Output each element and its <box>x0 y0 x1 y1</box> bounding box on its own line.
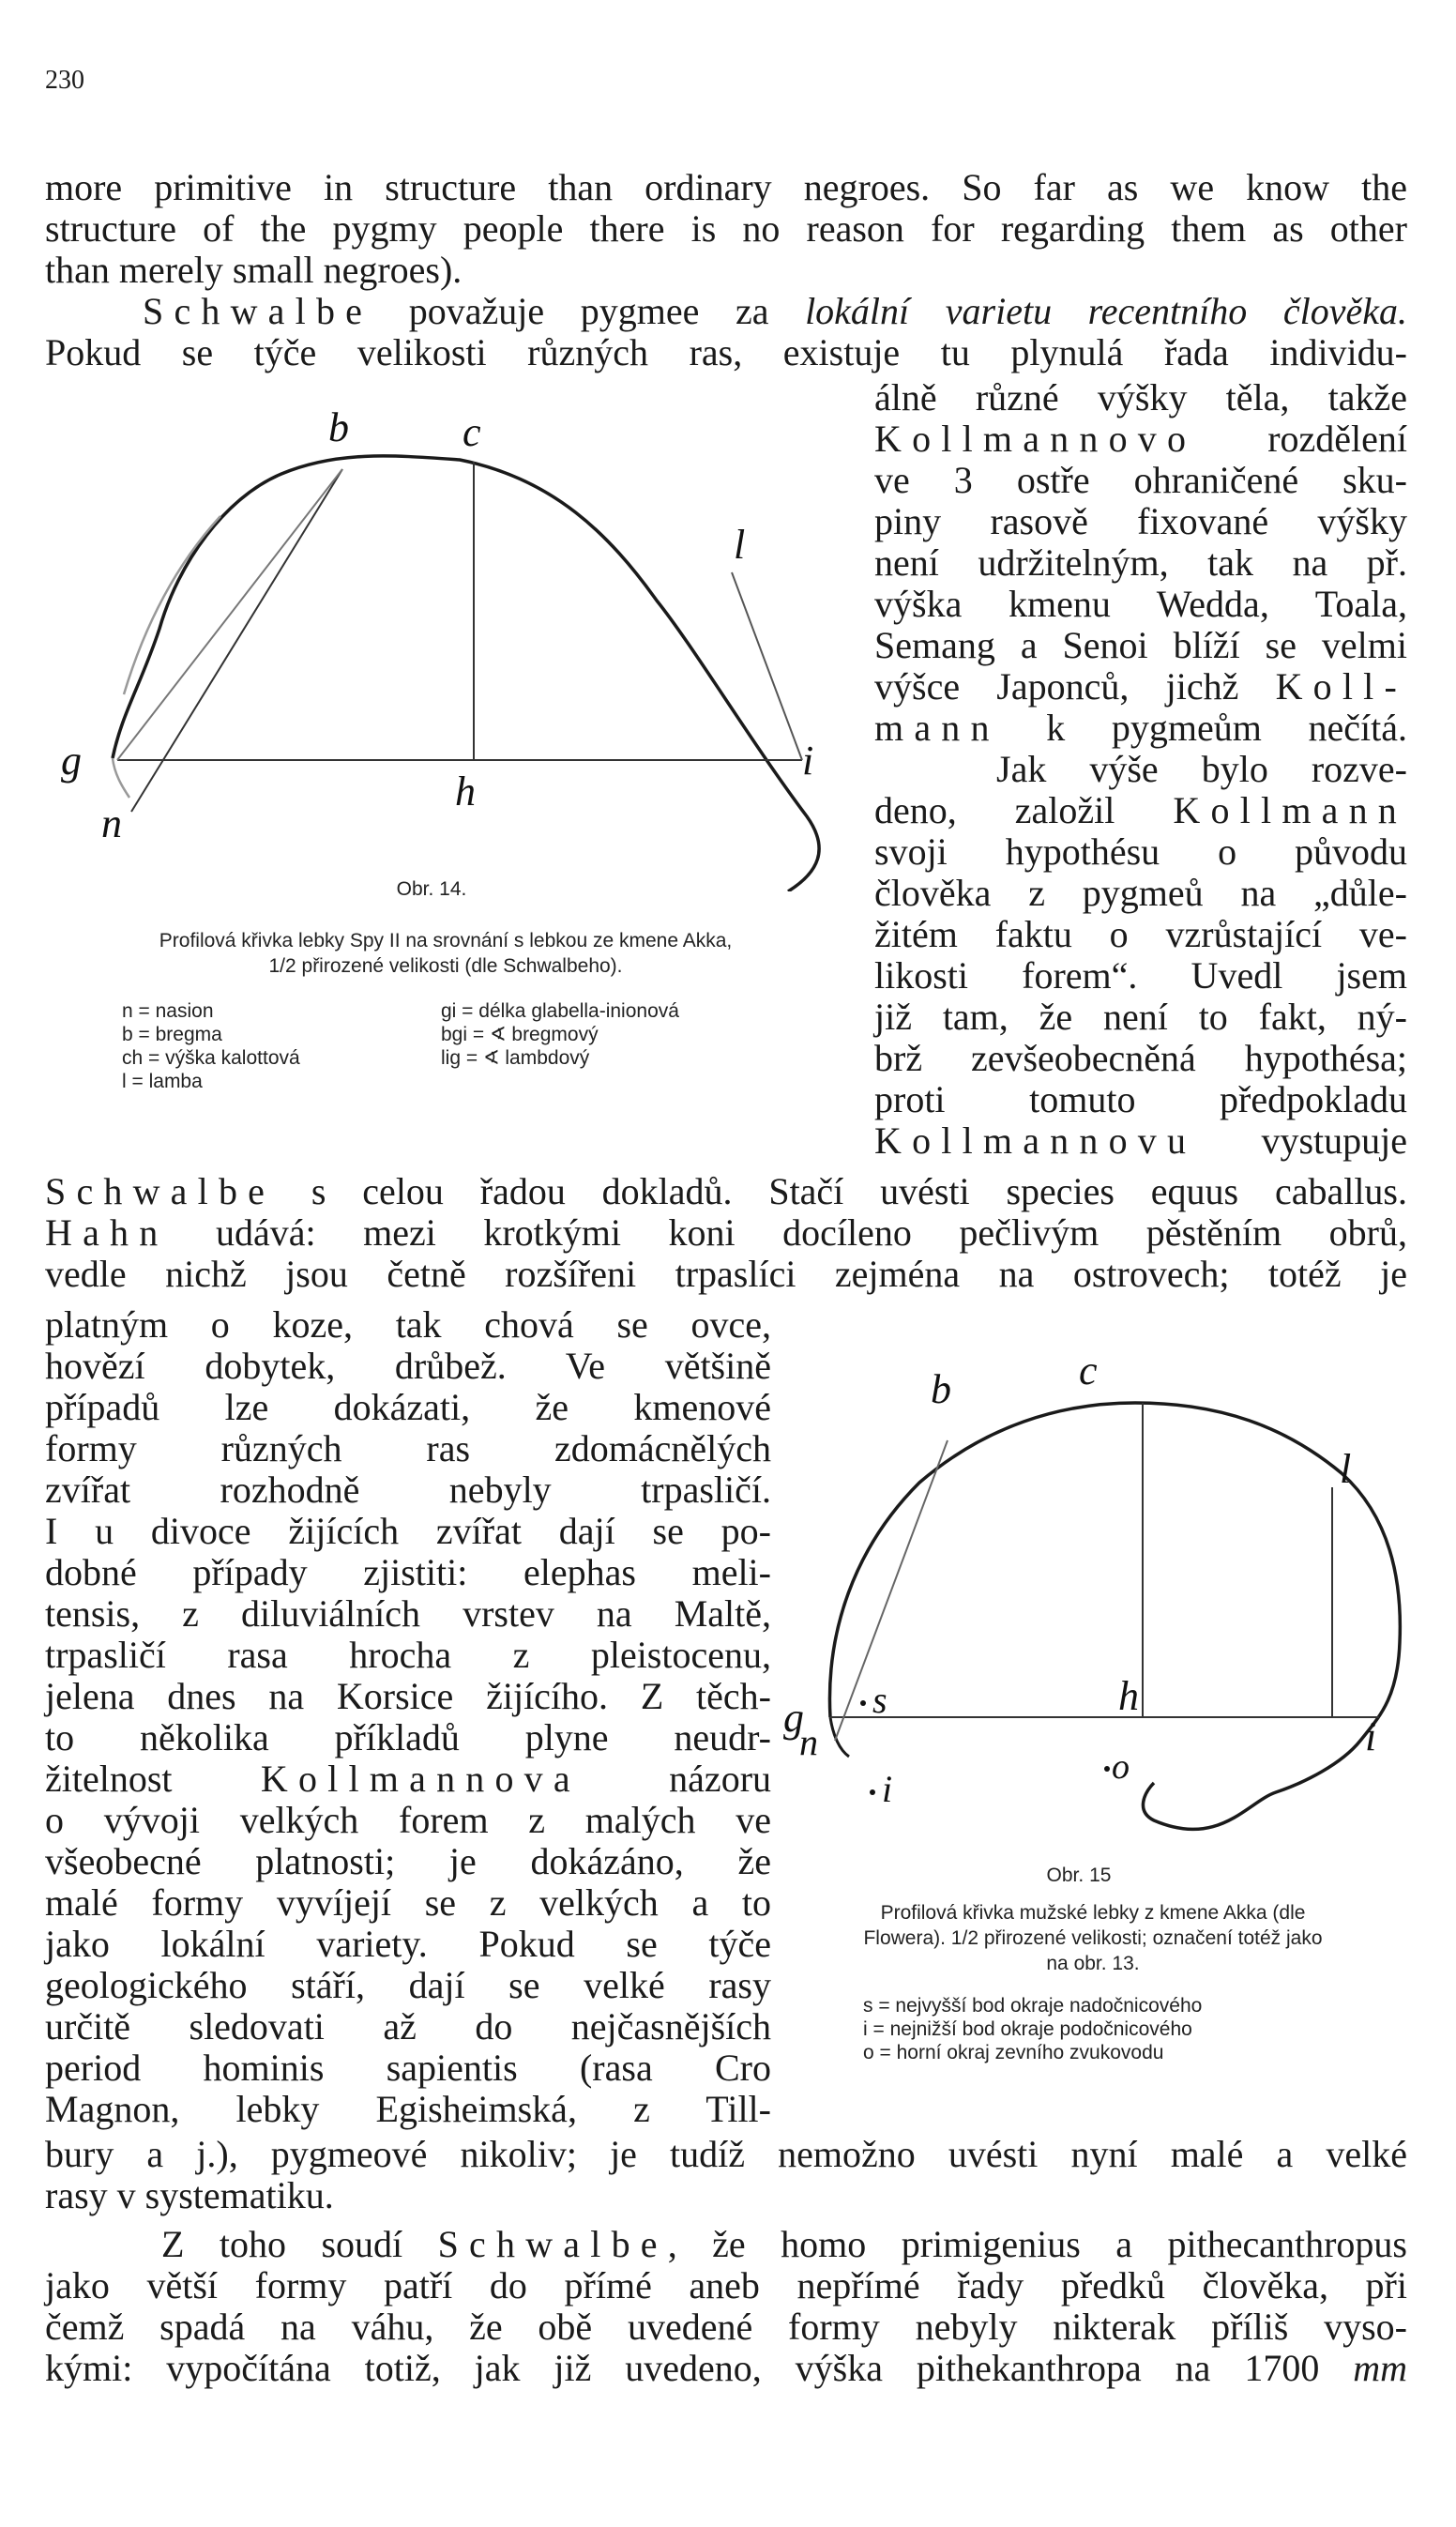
figure-15-skull-profile <box>779 1323 1435 1858</box>
text-line: to několika příkladů plyne neudr- <box>45 1716 771 1758</box>
fig14-line-gb <box>117 469 342 760</box>
fig15-label-l: l <box>1340 1446 1352 1492</box>
fig15-label-s: s <box>872 1679 887 1721</box>
text-line: Schwalbe s celou řadou dokladů. Stačí uvésti species equus caballus. <box>45 1170 1407 1212</box>
text-line: formy různých ras zdomácnělých <box>45 1427 771 1469</box>
fig15-label-n: n <box>799 1721 818 1763</box>
fig15-label-b: b <box>931 1366 951 1412</box>
text-line: piny rasově fixované výšky <box>874 500 1407 542</box>
figure-15-number: Obr. 15 <box>1046 1865 1112 1886</box>
fig14-label-n: n <box>101 800 122 846</box>
text-line: likosti forem“. Uvedl jsem <box>874 954 1407 997</box>
text-line: výšce Japonců, jichž Koll- <box>874 665 1407 708</box>
text-line: čemž spadá na váhu, že obě uvedené formy nebyly nikterak příliš vyso- <box>45 2306 1407 2348</box>
text-line: Jak výše bylo rozve- <box>996 748 1407 790</box>
text-line: Kollmannovu vystupuje <box>874 1119 1407 1162</box>
figure-14-legend: n = nasion b = bregma ch = výška kalottová l = lamba <box>122 1000 300 1092</box>
fig14-label-h: h <box>455 769 476 814</box>
text-line: hovězí dobytek, drůbež. Ve většině <box>45 1345 771 1387</box>
text-line: jelena dnes na Korsice žijícího. Z těch- <box>45 1675 771 1717</box>
fig14-label-g: g <box>61 738 82 784</box>
text-line: than merely small negroes). <box>45 249 463 291</box>
text-line: zvířat rozhodně nebyly trpasličí. <box>45 1469 771 1511</box>
fig15-label-c: c <box>1079 1347 1098 1393</box>
text-line: tensis, z diluviálních vrstev na Maltě, <box>45 1592 771 1635</box>
fig14-skull-outline <box>113 456 819 891</box>
text-line: deno, založil Kollmann <box>874 789 1407 831</box>
fig15-point-o <box>1104 1766 1110 1772</box>
text-line: žitém faktu o vzrůstající ve- <box>874 913 1407 955</box>
text-line: I u divoce žijících zvířat dají se po- <box>45 1510 771 1552</box>
text-line: žitelnost Kollmannova názoru <box>45 1758 772 1800</box>
text-line: álně různé výšky těla, takže <box>874 376 1407 419</box>
text-line: Pokud se týče velikosti různých ras, existuje tu plynulá řada individu- <box>45 331 1407 373</box>
text-line: není udržitelným, tak na př. <box>874 541 1407 584</box>
fig15-line-nb <box>835 1440 948 1741</box>
figure-14-number: Obr. 14. <box>396 878 467 900</box>
text-line: kými: vypočítána totiž, jak již uvedeno, výška pithekanthropa na 1700 mm <box>45 2347 1407 2389</box>
text-line: již tam, že není to fakt, ný- <box>874 996 1407 1038</box>
text-line: structure of the pygmy people there is no reason for regarding them as other <box>45 207 1407 250</box>
text-line: brž zevšeobecněná hypothésa; <box>874 1037 1407 1079</box>
fig15-point-i <box>870 1789 875 1795</box>
text-line: člověka z pygmeů na „důle- <box>874 872 1407 914</box>
text-line: geologického stáří, dají se velké rasy <box>45 1964 771 2006</box>
text-line: vedle nichž jsou četně rozšířeni trpaslíci zejména na ostrovech; totéž je <box>45 1253 1407 1295</box>
text-line: Magnon, lebky Egisheimská, z Till- <box>45 2088 771 2130</box>
figure-15-legend: s = nejvyšší bod okraje nadočnicového i = nejnižší bod okraje podočnicového o = horní okraj zevního zvukovodu <box>863 1995 1203 2063</box>
text-line: dobné případy zjistiti: elephas meli- <box>45 1551 771 1593</box>
text-line: Semang a Senoi blíží se velmi <box>874 624 1407 666</box>
text-line: svoji hypothésu o původu <box>874 830 1407 873</box>
text-line: výška kmenu Wedda, Toala, <box>874 583 1407 625</box>
text-line: rasy v systematiku. <box>45 2174 334 2216</box>
text-line: jako větší formy patří do přímé aneb nepřímé řady předků člověka, při <box>45 2264 1407 2306</box>
fig14-line-li <box>732 572 802 760</box>
text-line: bury a j.), pygmeové nikoliv; je tudíž nemožno uvésti nyní malé a velké <box>45 2133 1407 2175</box>
fig15-face-stub <box>830 1717 849 1757</box>
text-line: případů lze dokázati, že kmenové <box>45 1386 771 1428</box>
text-line: určitě sledovati až do nejčasnějších <box>45 2005 771 2047</box>
fig15-label-o: o <box>1112 1747 1130 1787</box>
text-line: Z toho soudí Schwalbe, že homo primigenius a pithecanthropus <box>161 2223 1407 2265</box>
text-line: Hahn udává: mezi krotkými koni docíleno pečlivým pěstěním obrů, <box>45 1211 1407 1254</box>
text-line: period hominis sapientis (rasa Cro <box>45 2047 771 2089</box>
figure-14-skull-profile <box>56 403 844 891</box>
text-line: proti tomuto předpokladu <box>874 1078 1407 1120</box>
text-line: o vývoji velkých forem z malých ve <box>45 1799 771 1841</box>
fig14-label-c: c <box>463 409 481 455</box>
text-line: Kollmannovo rozdělení <box>874 418 1407 460</box>
fig14-label-b: b <box>328 404 349 450</box>
text-line: mann k pygmeům nečítá. <box>874 707 1407 749</box>
text-line: trpasličí rasa hrocha z pleistocenu, <box>45 1634 771 1676</box>
text-line: všeobecné platnosti; je dokázáno, že <box>45 1840 771 1882</box>
page-number: 230 <box>45 66 84 95</box>
fig15-label-i: i <box>1365 1713 1377 1759</box>
text-line: more primitive in structure than ordinary negroes. So far as we know the <box>45 166 1407 208</box>
figure-14-caption: Profilová křivka lebky Spy II na srovnání s lebkou ze kmene Akka, 1/2 přirozené velikosti (dle Schwalbeho). <box>159 930 733 977</box>
text-line: ve 3 ostře ohraničené sku- <box>874 459 1407 501</box>
figure-14-legend-angles: gi = délka glabella-inionová bgi = ∢ bregmový lig = ∢ lambdový <box>441 1000 679 1069</box>
text-line: malé formy vyvíjejí se z velkých a to <box>45 1881 771 1924</box>
figure-15-caption: Profilová křivka mužské lebky z kmene Akka (dle Flowera). 1/2 přirozené velikosti; označení totéž jako na obr. 13. <box>863 1902 1323 1974</box>
text-line: jako lokální variety. Pokud se týče <box>45 1923 771 1965</box>
fig15-label-h: h <box>1118 1673 1139 1719</box>
text-line: platným o koze, tak chová se ovce, <box>45 1303 771 1346</box>
text-line: Schwalbe považuje pygmee za lokální varietu recentního člověka. <box>143 290 1407 332</box>
fig15-point-s <box>860 1700 866 1706</box>
fig14-label-i: i <box>802 738 814 784</box>
fig15-label-g: g <box>783 1695 804 1741</box>
fig14-label-l: l <box>734 522 746 568</box>
fig15-label-i-lower: i <box>882 1768 893 1810</box>
